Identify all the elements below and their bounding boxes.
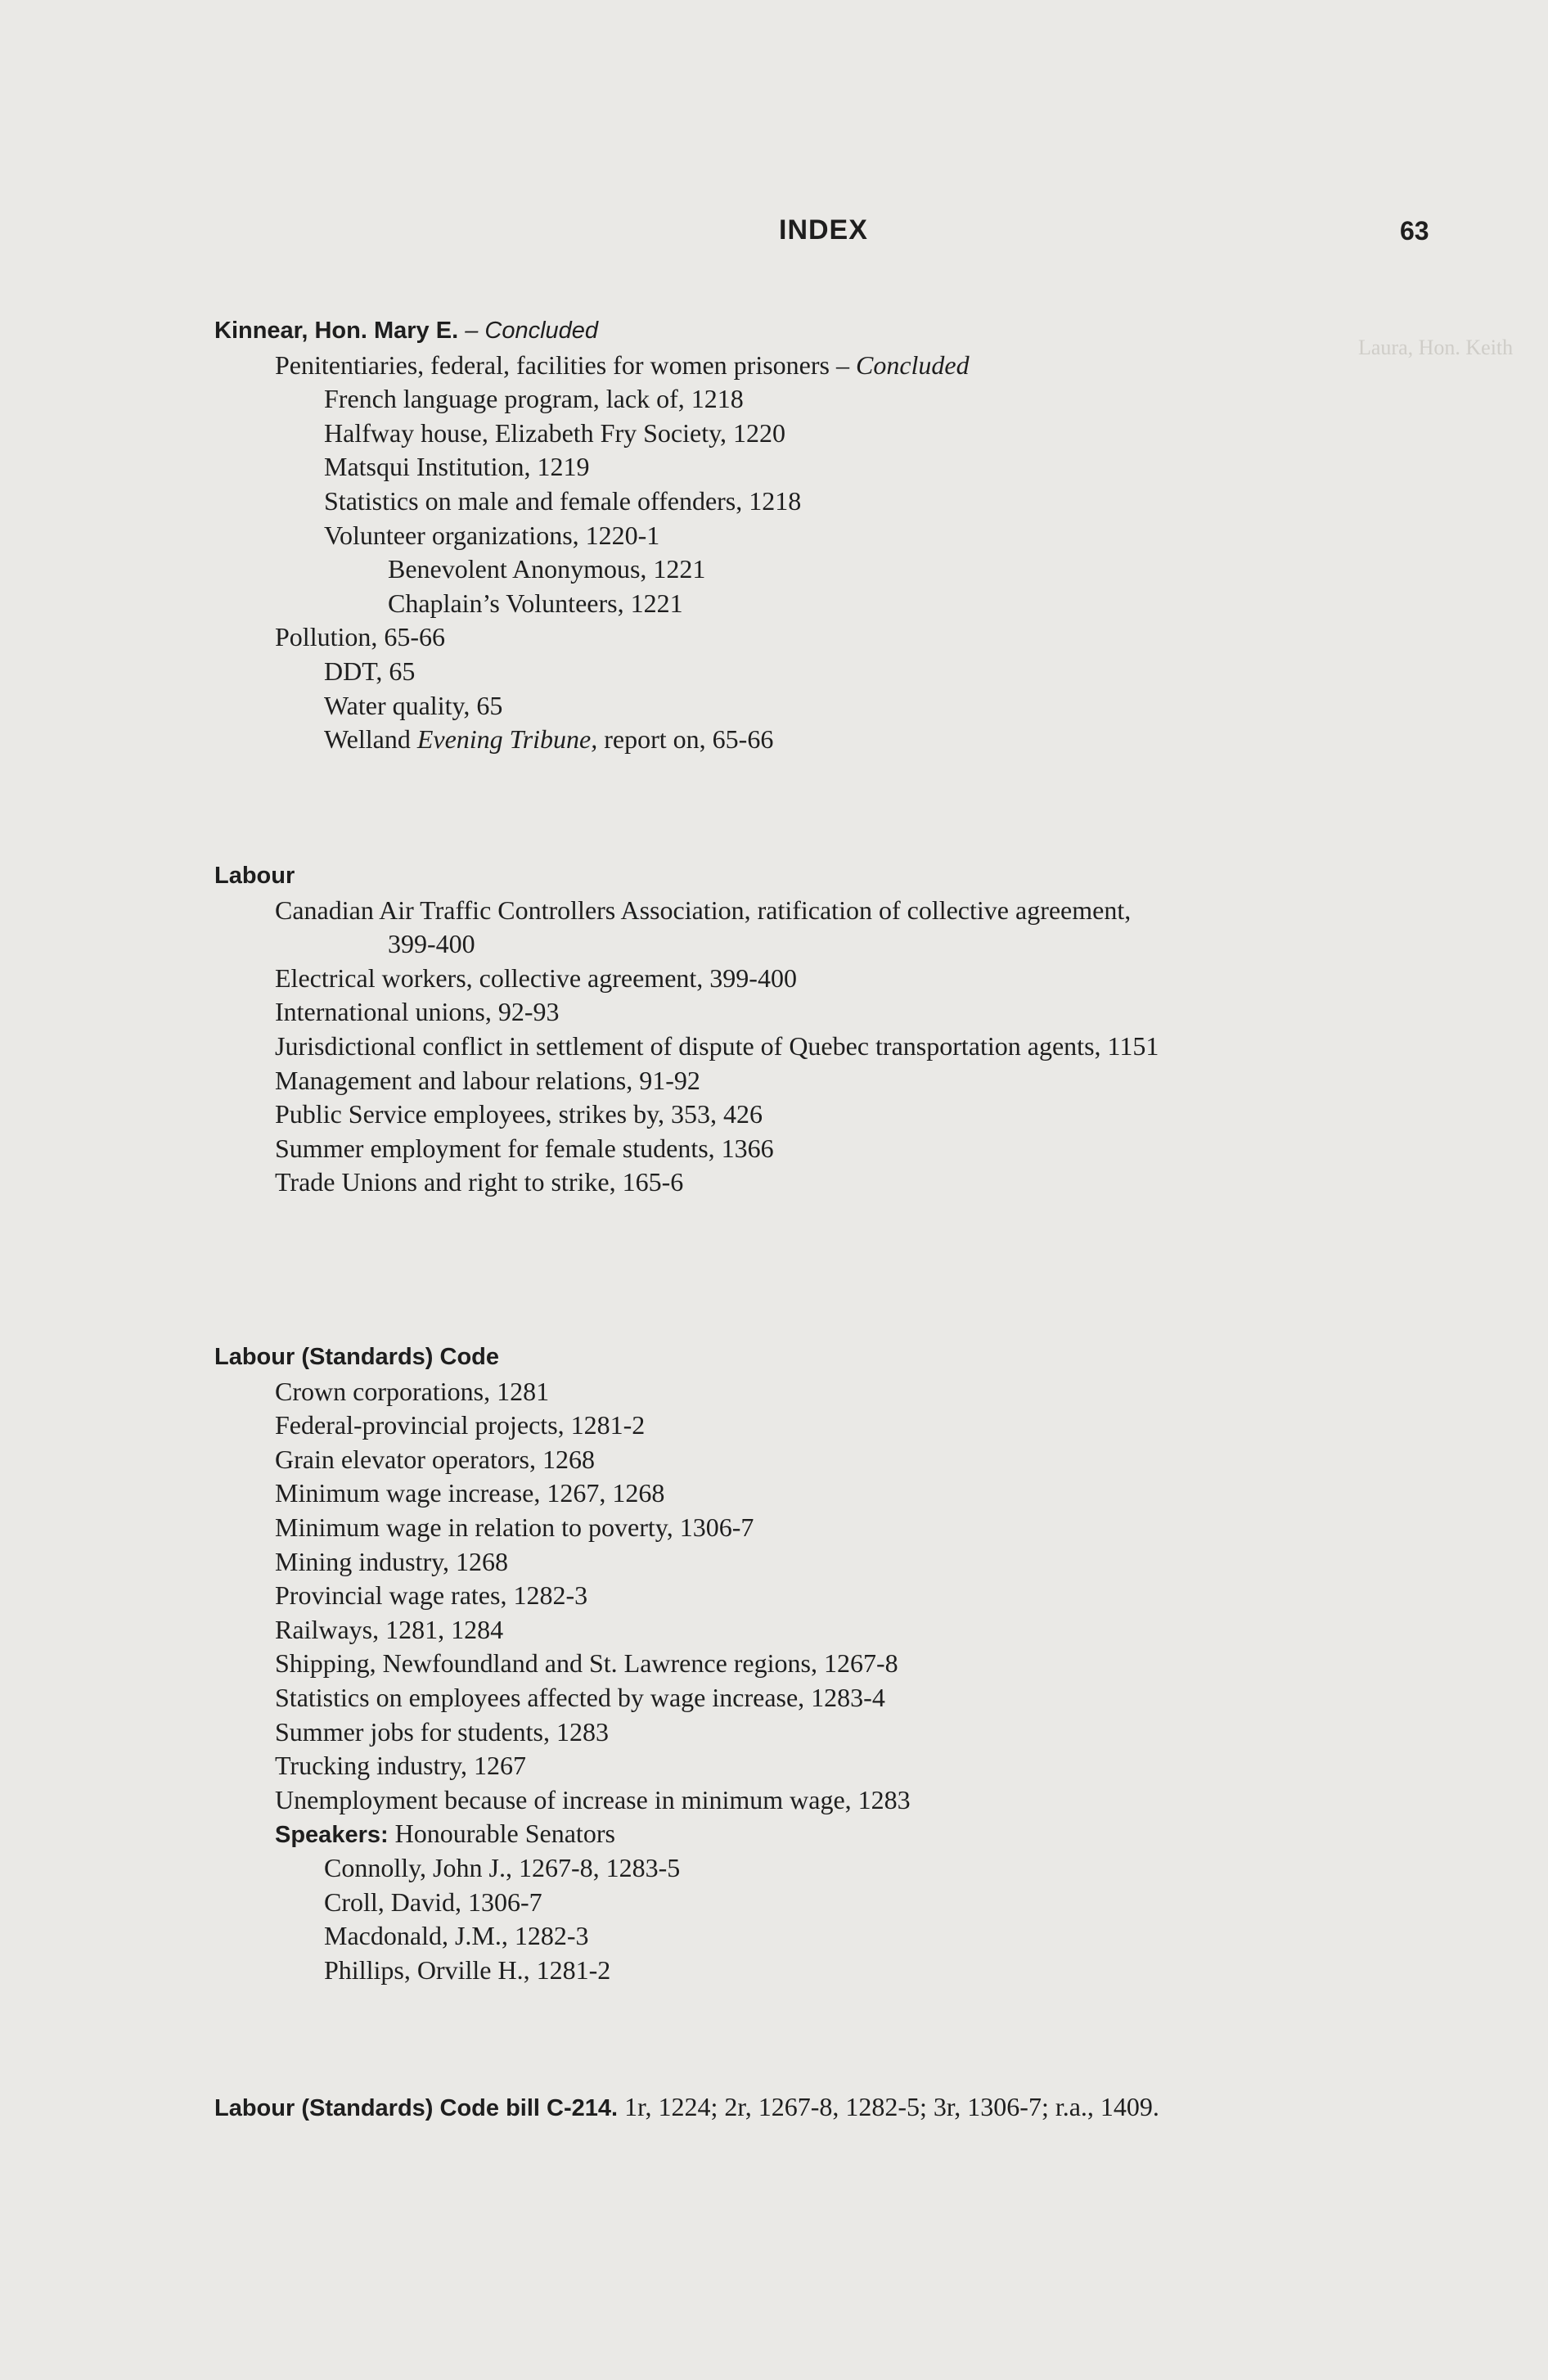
entry-heading: Labour [214, 863, 295, 889]
subentry-item: Statistics on employees affected by wage increase, 1283-4 [275, 1682, 885, 1712]
subentry-item: Trade Unions and right to strike, 165-6 [275, 1167, 684, 1197]
subentry-item: Grain elevator operators, 1268 [275, 1444, 595, 1474]
subentry-item: Statistics on male and female offenders, 1218 [324, 485, 802, 516]
subentry-item: Minimum wage increase, 1267, 1268 [275, 1478, 665, 1508]
subentry-text: Welland [324, 724, 417, 755]
subentry-italic: Concluded [855, 349, 970, 380]
subentry-item: Volunteer organizations, 1220-1 [324, 520, 660, 550]
index-entry-labour-bill [214, 2090, 1442, 2125]
subentry-item: Provincial wage rates, 1282-3 [275, 1580, 588, 1611]
entry-heading: Labour (Standards) Code [214, 1344, 500, 1370]
subentry-item: Shipping, Newfoundland and St. Lawrence regions, 1267-8 [275, 1648, 898, 1679]
index-entry-labour-standards-code [214, 1341, 1442, 1987]
subentry-item: Management and labour relations, 91-92 [275, 1065, 700, 1095]
subentry-item: DDT, 65 [324, 656, 416, 686]
entry-heading: Labour (Standards) Code bill C-214. [214, 2095, 619, 2121]
subentry-item: Railways, 1281, 1284 [275, 1614, 504, 1644]
subentry-item: Electrical workers, collective agreement, 399-400 [275, 962, 797, 993]
entry-heading-name: Kinnear, Hon. Mary E. [214, 318, 459, 344]
subentry-continuation: 399-400 [388, 929, 475, 959]
subentry-item: Summer jobs for students, 1283 [275, 1716, 609, 1747]
subentry-item: Chaplain’s Volunteers, 1221 [388, 588, 683, 618]
subentry-item: Benevolent Anonymous, 1221 [388, 554, 706, 584]
subentry-item: Minimum wage in relation to poverty, 1306-7 [275, 1512, 754, 1542]
speaker-item: Macdonald, J.M., 1282-3 [324, 1921, 589, 1951]
subentry-item: Summer employment for female students, 1366 [275, 1133, 774, 1163]
index-entry-kinnear [214, 314, 1442, 757]
speaker-item: Croll, David, 1306-7 [324, 1886, 542, 1917]
subentry-item: Water quality, 65 [324, 690, 503, 720]
subentry-text: report on, 65-66 [597, 724, 774, 755]
subentry-item: Matsqui Institution, 1219 [324, 452, 590, 482]
subentry-item: Public Service employees, strikes by, 353, 426 [275, 1099, 763, 1129]
entry-heading [214, 314, 1442, 349]
index-entry-labour [214, 859, 1442, 1200]
entry-line [214, 2090, 1442, 2125]
subentry-pollution: Pollution, 65-66 [275, 622, 446, 652]
subentry-item: International unions, 92-93 [275, 997, 560, 1027]
entry-heading-suffix: – Concluded [465, 318, 599, 344]
subentry-item: Mining industry, 1268 [275, 1546, 509, 1576]
subentry-item: Jurisdictional conflict in settlement of dispute of Quebec transportation agents, 1151 [275, 1030, 1159, 1061]
subentry-italic: Evening Tribune, [416, 724, 598, 755]
subentry-item: Crown corporations, 1281 [275, 1376, 550, 1406]
show-through-text: Laura, Hon. Keith [1358, 336, 1514, 359]
subentry-item: Unemployment because of increase in minimum wage, 1283 [275, 1784, 911, 1814]
speakers-line [214, 1817, 1442, 1851]
entry-text: 1r, 1224; 2r, 1267-8, 1282-5; 3r, 1306-7; r.a., 1409. [618, 2092, 1159, 2121]
subentry-item: Halfway house, Elizabeth Fry Society, 1220 [324, 417, 786, 448]
subentry-item: Trucking industry, 1267 [275, 1751, 526, 1781]
subentry-item [214, 723, 1442, 757]
subentry-item: Canadian Air Traffic Controllers Association, ratification of collective agreement, [275, 895, 1132, 925]
subentry-penitentiaries [214, 349, 1442, 383]
subentry-text: Penitentiaries, federal, facilities for women prisoners – [275, 349, 856, 380]
page-number: 63 [1400, 216, 1429, 246]
subentry-item: French language program, lack of, 1218 [324, 384, 744, 414]
subentry-item: Federal-provincial projects, 1281-2 [275, 1410, 646, 1440]
speakers-suffix: Honourable Senators [388, 1819, 615, 1849]
speakers-label: Speakers: [275, 1822, 389, 1849]
page-title: INDEX [779, 214, 868, 246]
speaker-item: Phillips, Orville H., 1281-2 [324, 1954, 611, 1985]
speaker-item: Connolly, John J., 1267-8, 1283-5 [324, 1852, 681, 1882]
